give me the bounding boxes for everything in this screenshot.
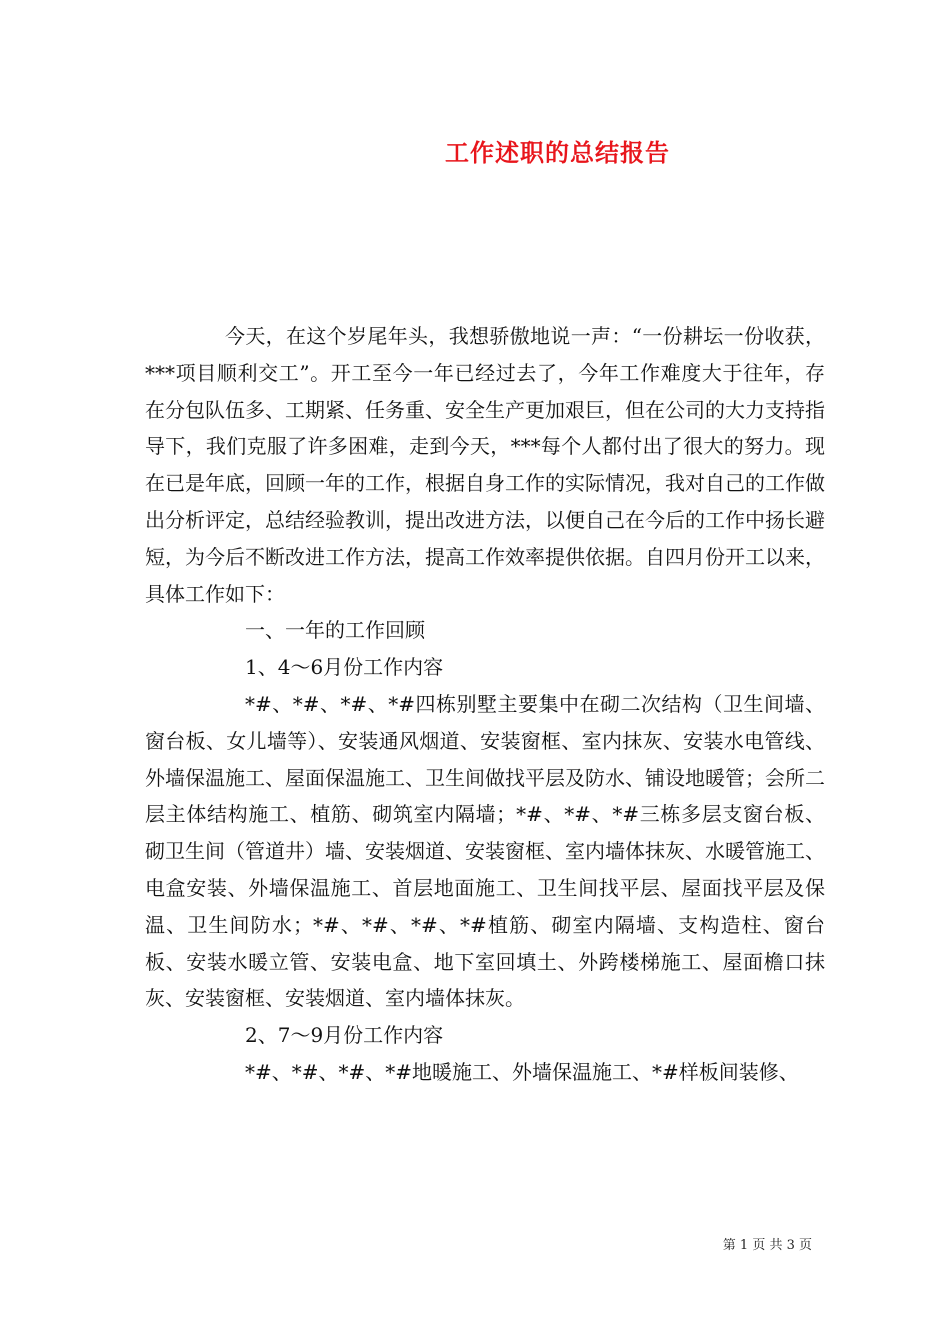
body-paragraph: *#、*#、*#、*#地暖施工、外墙保温施工、*#样板间装修、	[245, 1059, 799, 1084]
subsection-heading: 2、7～9月份工作内容	[245, 1023, 444, 1048]
body-paragraph: *#、*#、*#、*#四栋别墅主要集中在砌二次结构（卫生间墙、窗台板、女儿墙等）、安装通风烟道、安装窗框、室内抹灰、安装水电管线、外墙保温施工、屋面保温施工、卫生间做找平层及防水、铺设地暖管；会所二层主体结构施工、植筋、砌筑室内隔墙；*#、*#、*#三栋多层支窗台板、砌卫生间（管道井）墙、安装烟道、安装窗框、室内墙体抹灰、水暖管施工、电盒安装、外墙保温施工、首层地面施工、卫生间找平层、屋面找平层及保温、卫生间防水；*#、*#、*#、*#植筋、砌室内隔墙、支构造柱、窗台板、安装水暖立管、安装电盒、地下室回填土、外跨楼梯施工、屋面檐口抹灰、安装窗框、安装烟道、室内墙体抹灰。	[145, 691, 825, 1011]
section-heading: 一、一年的工作回顾	[245, 618, 425, 643]
subsection-heading: 1、4～6月份工作内容	[245, 655, 444, 680]
document-title: 工作述职的总结报告	[445, 138, 670, 167]
document-body	[145, 318, 825, 1091]
page-number: 第 1 页 共 3 页	[722, 1238, 812, 1253]
intro-paragraph: 今天，在这个岁尾年头，我想骄傲地说一声：“一份耕坛一份收获，***项目顺利交工”。开工至今一年已经过去了，今年工作难度大于往年，存在分包队伍多、工期紧、任务重、安全生产更加艰巨，但在公司的大力支持指导下，我们克服了许多困难，走到今天，***每个人都付出了很大的努力。现在已是年底，回顾一年的工作，根据自身工作的实际情况，我对自己的工作做出分析评定，总结经验教训，提出改进方法，以便自己在今后的工作中扬长避短，为今后不断改进工作方法，提高工作效率提供依据。自四月份开工以来，具体工作如下：	[145, 324, 825, 606]
